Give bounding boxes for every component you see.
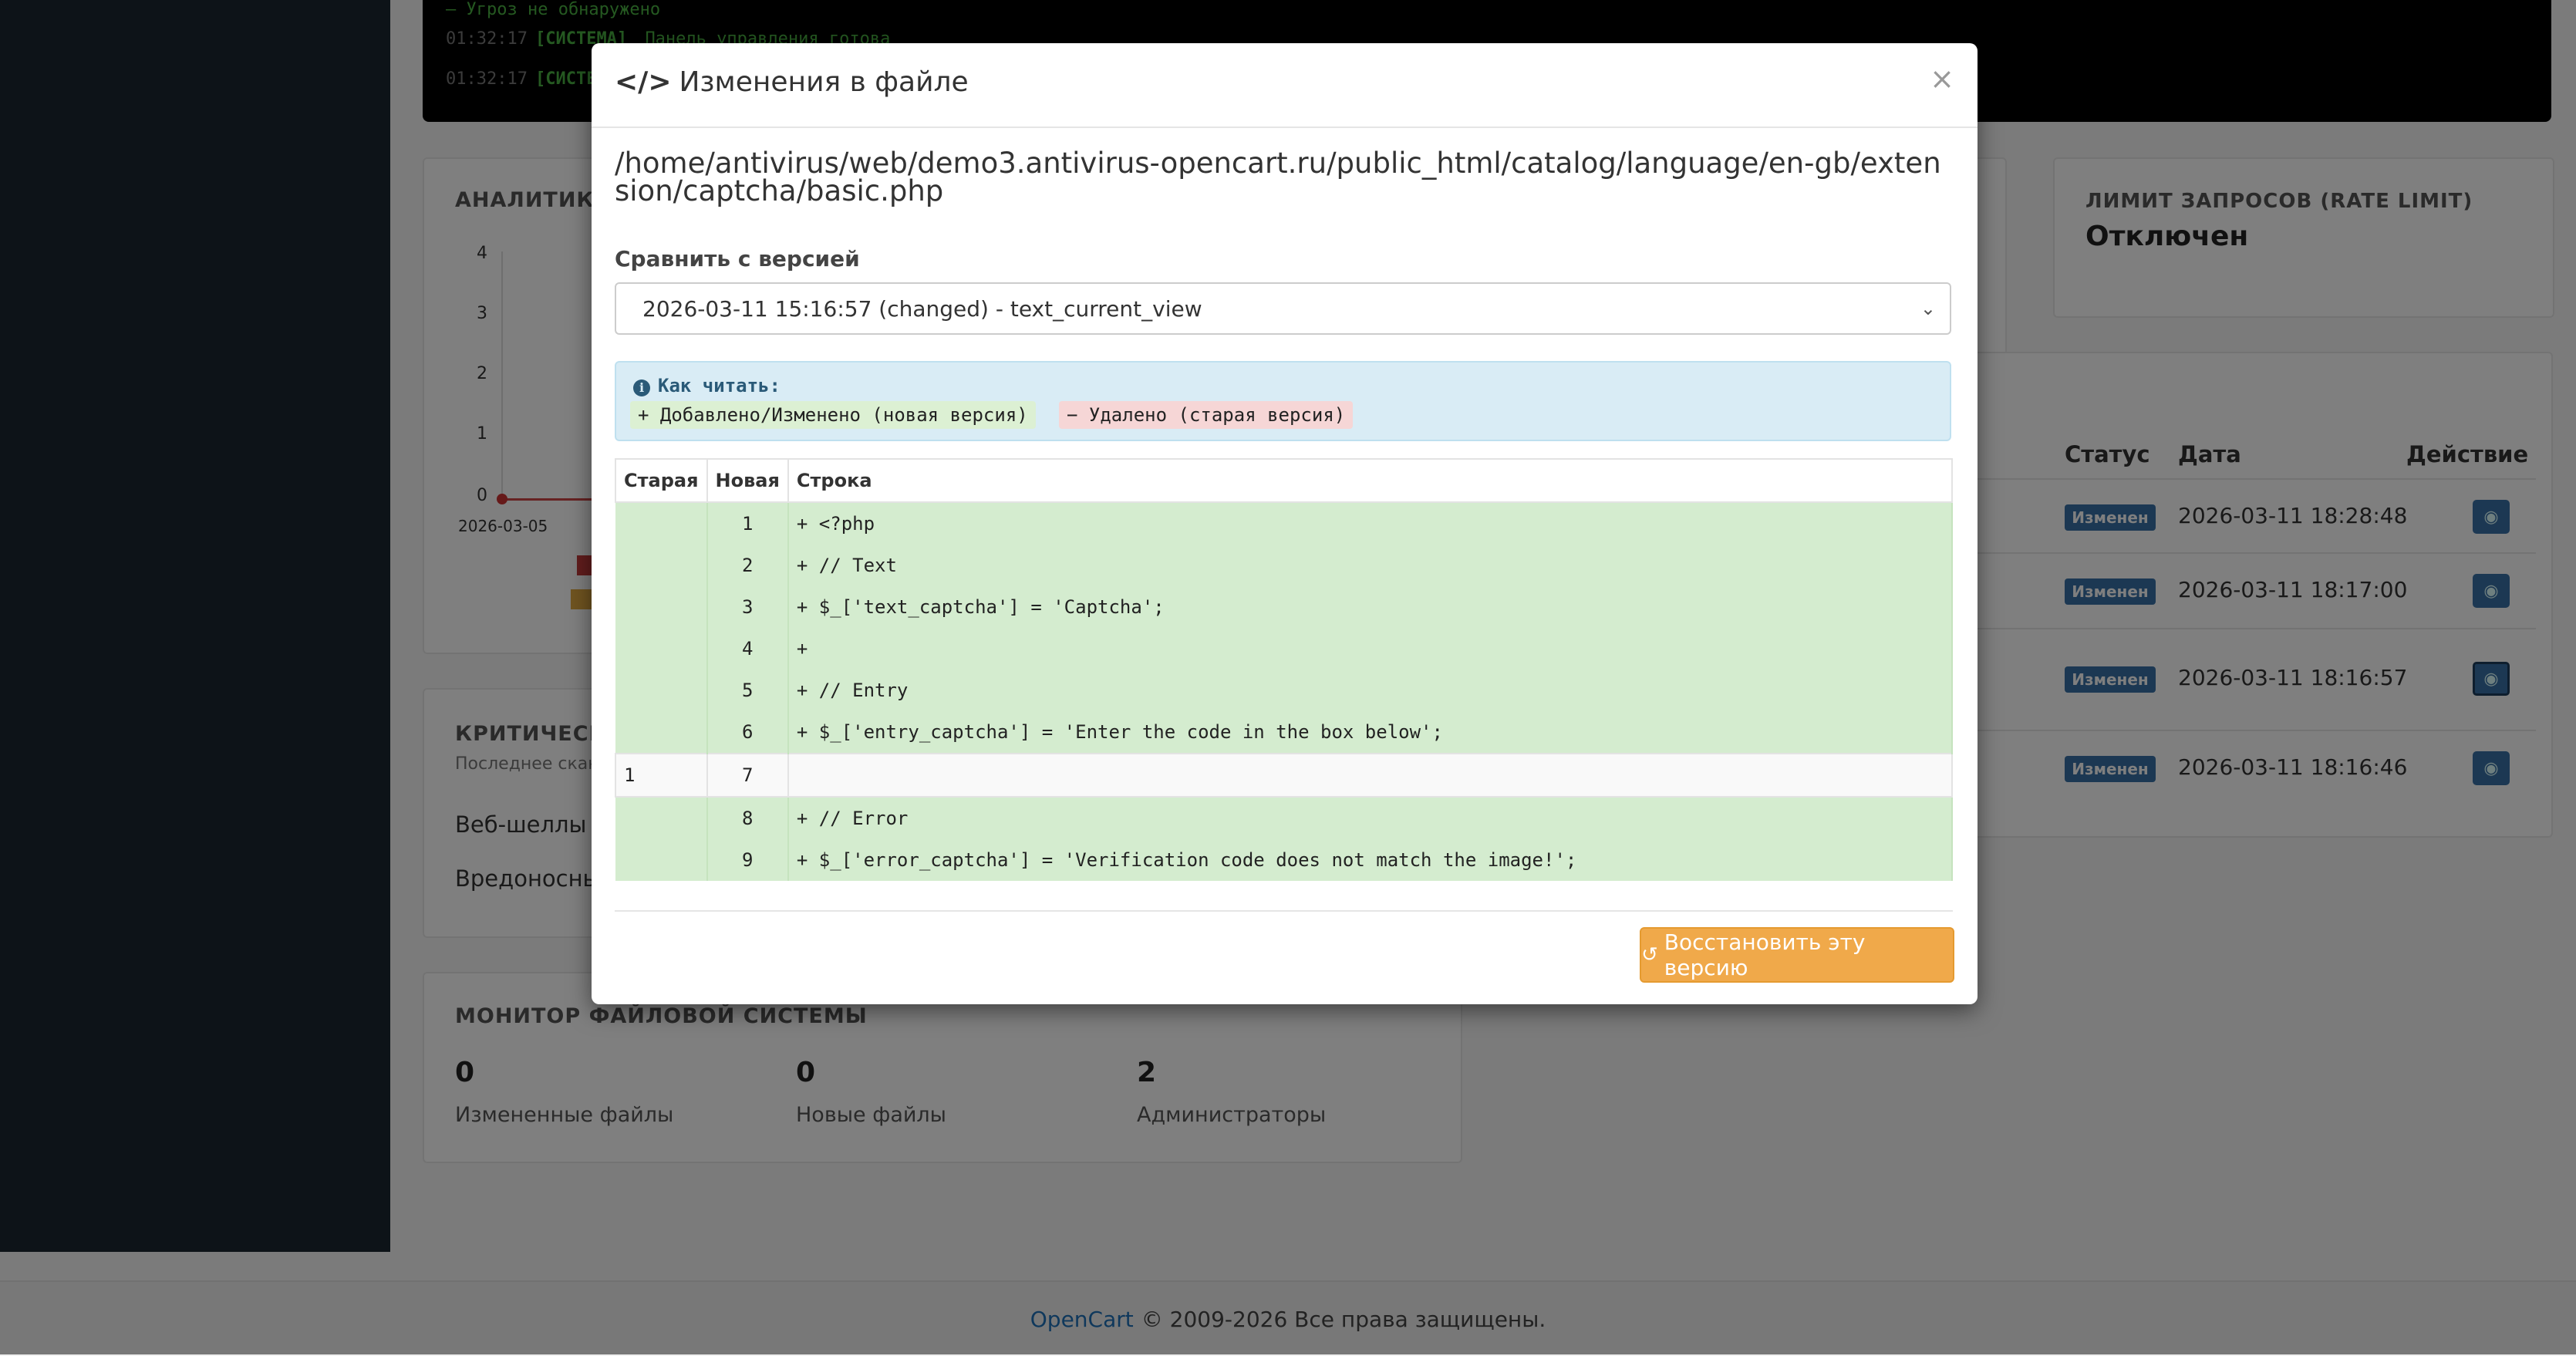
code-icon: </> [615, 66, 672, 98]
diff-line-text: + $_['error_captcha'] = 'Verification code does not match the image!'; [788, 839, 1952, 881]
diff-table [615, 458, 1953, 881]
diff-old-line [615, 628, 707, 670]
version-select-value: 2026-03-11 15:16:57 (changed) - text_current_view [642, 295, 1202, 322]
restore-button-label: Восстановить эту версию [1664, 929, 1866, 980]
diff-old-line [615, 839, 707, 881]
file-path: /home/antivirus/web/demo3.antivirus-opencart.ru/public_html/catalog/language/en-gb/extension/captcha/basic.php [615, 147, 1941, 207]
diff-old-line [615, 711, 707, 754]
diff-line-text: + <?php [788, 502, 1952, 545]
legend-title [633, 375, 781, 396]
modal-footer-divider [615, 910, 1953, 912]
legend-removed: − Удалено (старая версия) [1059, 401, 1353, 429]
diff-line-text: + // Entry [788, 670, 1952, 711]
legend-added: + Добавлено/Изменено (новая версия) [630, 401, 1036, 429]
diff-row [615, 545, 1952, 586]
modal-header [592, 43, 1978, 128]
diff-old-line [615, 586, 707, 628]
diff-line-text: + [788, 628, 1952, 670]
diff-row [615, 711, 1952, 754]
diff-old-line: 1 [615, 754, 707, 797]
diff-row [615, 670, 1952, 711]
diff-row [615, 797, 1952, 839]
diff-line-text: + // Error [788, 797, 1952, 839]
diff-old-line [615, 545, 707, 586]
diff-row [615, 754, 1952, 797]
diff-line-text: + $_['entry_captcha'] = 'Enter the code in the box below'; [788, 711, 1952, 754]
diff-header-row [615, 459, 1952, 502]
file-changes-modal [592, 43, 1978, 1004]
col-new: Новая [707, 459, 788, 502]
legend-title-text: Как читать: [658, 375, 781, 396]
compare-label: Сравнить с версией [615, 246, 860, 272]
diff-row [615, 628, 1952, 670]
diff-line-text [788, 754, 1952, 797]
chevron-down-icon: ⌄ [1920, 298, 1936, 319]
legend-box [615, 361, 1951, 441]
diff-old-line [615, 670, 707, 711]
modal-title-text: Изменения в файле [679, 66, 969, 98]
modal-title [615, 66, 969, 98]
close-button[interactable]: × [1930, 62, 1954, 96]
diff-row [615, 586, 1952, 628]
history-icon: ↺ [1641, 943, 1658, 966]
diff-old-line [615, 797, 707, 839]
diff-line-text: + $_['text_captcha'] = 'Captcha'; [788, 586, 1952, 628]
diff-old-line [615, 502, 707, 545]
diff-line-text: + // Text [788, 545, 1952, 586]
diff-new-line: 8 [707, 797, 788, 839]
diff-new-line: 3 [707, 586, 788, 628]
diff-new-line: 1 [707, 502, 788, 545]
diff-new-line: 6 [707, 711, 788, 754]
col-line: Строка [788, 459, 1952, 502]
info-icon: i [633, 379, 650, 396]
version-select[interactable] [615, 282, 1951, 335]
restore-version-button[interactable] [1640, 927, 1954, 983]
diff-new-line: 4 [707, 628, 788, 670]
col-old: Старая [615, 459, 707, 502]
diff-new-line: 5 [707, 670, 788, 711]
diff-new-line: 2 [707, 545, 788, 586]
diff-new-line: 9 [707, 839, 788, 881]
diff-row [615, 839, 1952, 881]
diff-row [615, 502, 1952, 545]
diff-new-line: 7 [707, 754, 788, 797]
